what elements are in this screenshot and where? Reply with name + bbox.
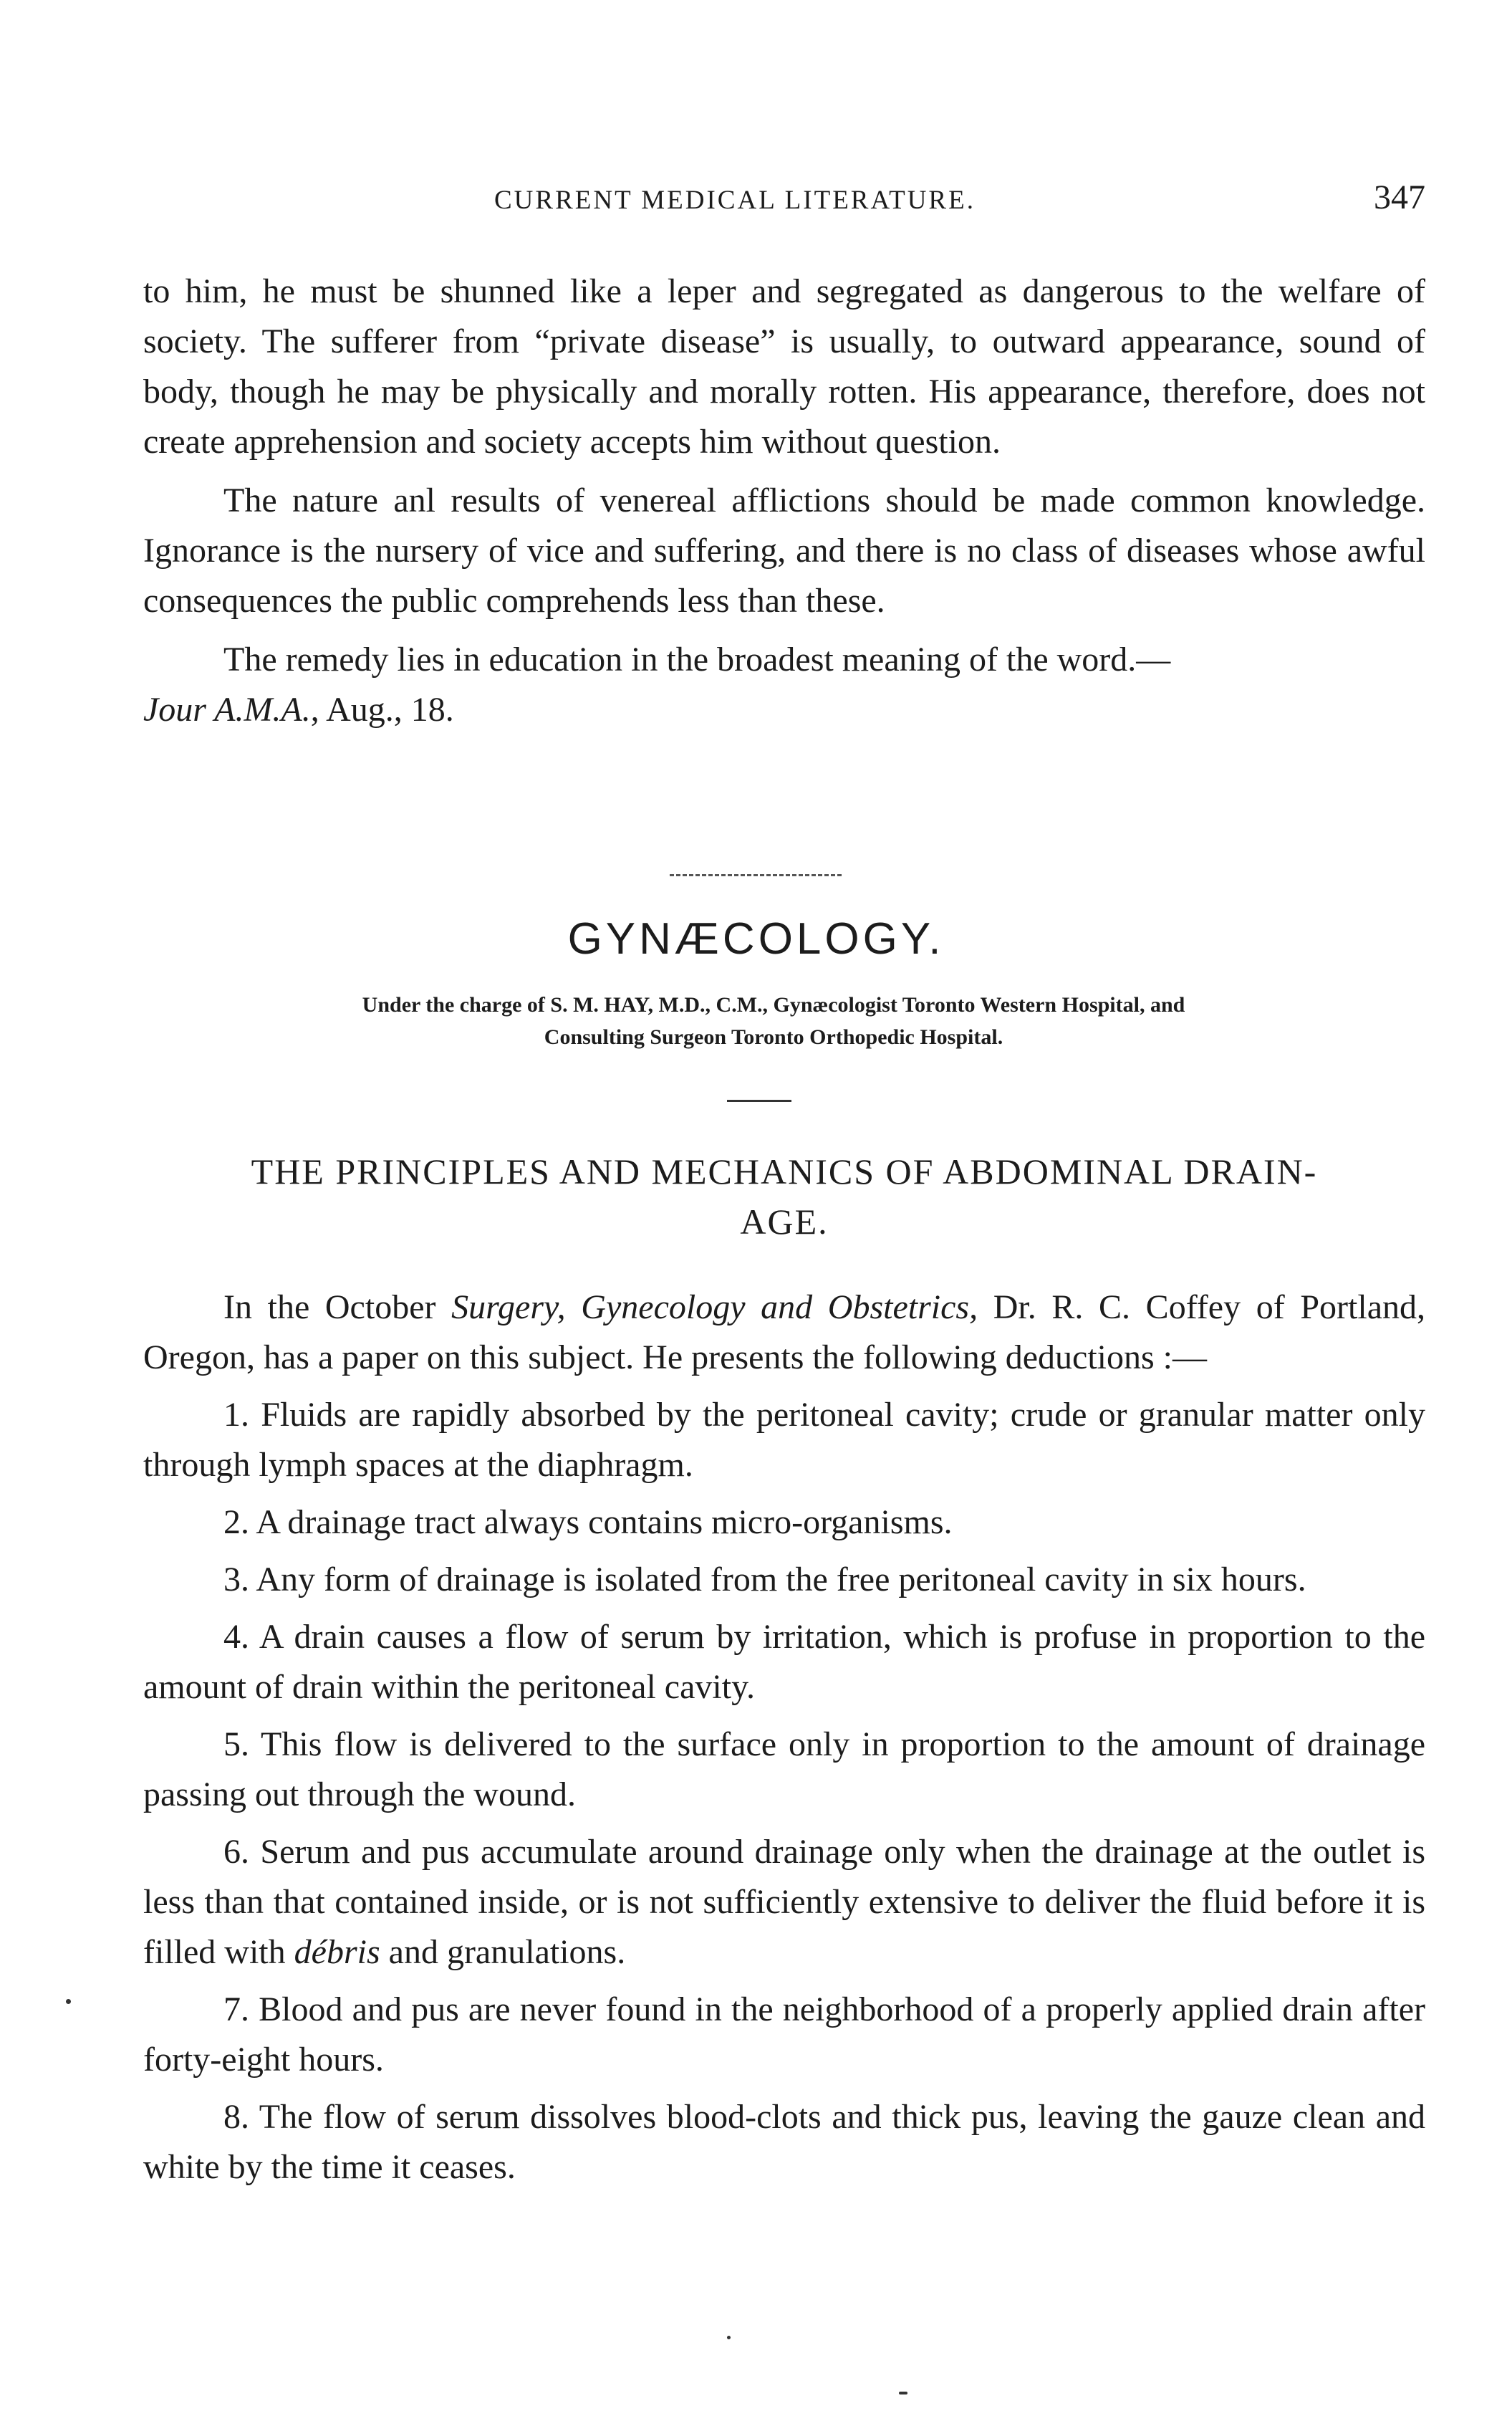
journal-citation: Jour A.M.A. bbox=[143, 691, 311, 729]
lead-journal: Surgery, Gynecology and Obstetrics, bbox=[451, 1288, 978, 1326]
deduction-item: 4. A drain causes a flow of serum by irritation, which is profuse in proportion to the amount of drain within the peritoneal cavity. bbox=[143, 1618, 1425, 1706]
deduction-item: 3. Any form of drainage is isolated from the free peritoneal cavity in six hours. bbox=[223, 1561, 1306, 1598]
lead-after: Dr. R. C. Coffey of Portland, Oregon, has a paper on this subject. He presents the following deductions :— bbox=[143, 1288, 1426, 1376]
page-header bbox=[143, 178, 1425, 228]
item6-after: and granulations. bbox=[380, 1933, 626, 1971]
citation-date: , Aug., 18. bbox=[310, 691, 454, 729]
deduction-item: 2. A drainage tract always contains micro-organisms. bbox=[223, 1503, 953, 1541]
article-body bbox=[143, 1283, 1425, 2192]
article-title bbox=[143, 1146, 1425, 1247]
section-byline bbox=[165, 989, 1382, 1053]
intro-paragraph-2: The nature anl results of venereal afflictions should be made common knowledge. Ignorance is the nursery of vice and suffering, and there is no class of diseases whose awful consequences the public comprehends less than these. bbox=[143, 481, 1425, 620]
byline-line-1: Under the charge of S. M. HAY, M.D., C.M., Gynæcologist Toronto Western Hospital, and bbox=[362, 993, 1185, 1017]
intro-paragraph-1: to him, he must be shunned like a leper and segregated as dangerous to the welfare of society. The sufferer from “private disease” is usually, to outward appearance, sound of body, though he may be physically and morally rotten. His appearance, therefore, does not create apprehension and society accepts him without question. bbox=[143, 272, 1425, 461]
lead-paragraph bbox=[143, 1283, 1425, 1383]
intro-text bbox=[143, 267, 1425, 735]
running-head: CURRENT MEDICAL LITERATURE. bbox=[494, 186, 976, 215]
article-title-line-1: THE PRINCIPLES AND MECHANICS OF ABDOMINAL DRAIN- bbox=[251, 1151, 1318, 1192]
deduction-item-6 bbox=[143, 1827, 1425, 1977]
short-rule bbox=[727, 1100, 791, 1102]
section-title: GYNÆCOLOGY. bbox=[567, 914, 945, 964]
deduction-item: 8. The flow of serum dissolves blood-clots and thick pus, leaving the gauze clean and white by the time it ceases. bbox=[143, 2098, 1425, 2186]
ink-speck bbox=[66, 1999, 71, 2004]
remedy-text: The remedy lies in education in the broadest meaning of the word.— bbox=[223, 641, 1171, 679]
item6-before: 6. Serum and pus accumulate around drainage only when the drainage at the outlet is less than that contained inside, or is not sufficiently extensive to deliver the fluid before it is filled with bbox=[143, 1833, 1425, 1971]
ink-speck bbox=[899, 2392, 907, 2394]
deduction-item: 1. Fluids are rapidly absorbed by the peritoneal cavity; crude or granular matter only through lymph spaces at the diaphragm. bbox=[143, 1396, 1425, 1484]
byline-line-2: Consulting Surgeon Toronto Orthopedic Hospital. bbox=[544, 1025, 1003, 1049]
section-divider bbox=[670, 874, 842, 876]
lead-before: In the October bbox=[223, 1288, 452, 1326]
page-number: 347 bbox=[1374, 178, 1425, 216]
deduction-item: 7. Blood and pus are never found in the neighborhood of a properly applied drain after forty-eight hours. bbox=[143, 1990, 1425, 2079]
item6-italic: débris bbox=[294, 1933, 380, 1971]
article-title-line-2: AGE. bbox=[740, 1202, 829, 1242]
ink-speck bbox=[727, 2336, 731, 2339]
intro-paragraph-3 bbox=[143, 635, 1425, 735]
deduction-item: 5. This flow is delivered to the surface only in proportion to the amount of drainage passing out through the wound. bbox=[143, 1725, 1425, 1813]
